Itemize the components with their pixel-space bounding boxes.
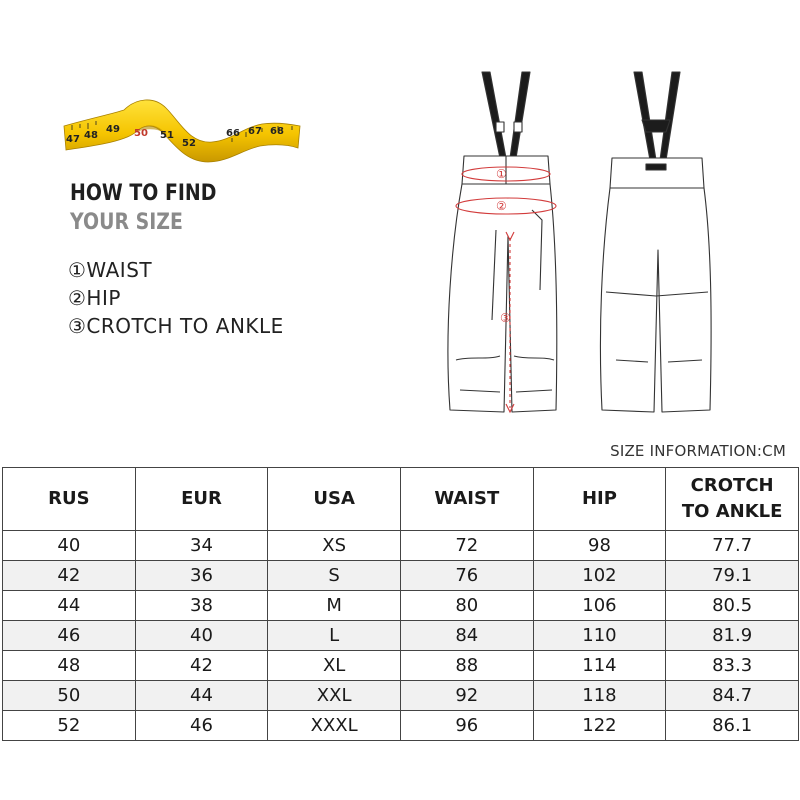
table-cell: 122 (533, 711, 666, 741)
table-cell: XL (268, 651, 401, 681)
table-cell: 102 (533, 561, 666, 591)
tape-number: 52 (182, 138, 196, 149)
table-row (3, 561, 799, 591)
table-row (3, 591, 799, 621)
tape-number: 47 (66, 134, 80, 145)
table-cell: 84 (400, 621, 533, 651)
column-header-text: USA (313, 488, 355, 509)
table-cell: XXL (268, 681, 401, 711)
table-cell: 34 (135, 531, 268, 561)
table-cell: 44 (135, 681, 268, 711)
table-cell: 84.7 (666, 681, 799, 711)
tape-number: 66 (226, 128, 240, 139)
how-to-find-heading (70, 180, 240, 238)
column-header (400, 468, 533, 531)
column-header-text: HIP (581, 488, 617, 509)
table-cell: 118 (533, 681, 666, 711)
column-header-text: TO ANKLE (681, 501, 783, 522)
table-cell: 38 (135, 591, 268, 621)
table-row (3, 681, 799, 711)
tape-number: 68 (270, 126, 284, 137)
table-cell: 48 (3, 651, 136, 681)
table-cell: 98 (533, 531, 666, 561)
table-cell: 76 (400, 561, 533, 591)
table-cell: M (268, 591, 401, 621)
table-row (3, 621, 799, 651)
table-cell: 86.1 (666, 711, 799, 741)
table-cell: 88 (400, 651, 533, 681)
heading-line-1: HOW TO FIND (70, 181, 217, 206)
table-cell: 110 (533, 621, 666, 651)
measuring-tape-image (62, 92, 302, 170)
tape-number: 51 (160, 130, 174, 141)
tape-number: 48 (84, 130, 98, 141)
table-header-row (3, 468, 799, 531)
table-cell: 42 (135, 651, 268, 681)
tape-number: 67 (248, 126, 262, 137)
pants-diagram-image (430, 60, 730, 425)
column-header (533, 468, 666, 531)
waist-marker: ① (496, 167, 507, 181)
table-cell: 52 (3, 711, 136, 741)
table-body (3, 531, 799, 741)
table-row (3, 711, 799, 741)
measurement-steps-list (68, 256, 284, 340)
table-cell: S (268, 561, 401, 591)
table-cell: 80.5 (666, 591, 799, 621)
table-cell: L (268, 621, 401, 651)
heading-line-2: YOUR SIZE (70, 210, 183, 235)
table-cell: XS (268, 531, 401, 561)
step-crotch-to-ankle: ③CROTCH TO ANKLE (68, 314, 284, 338)
step-waist: ①WAIST (68, 258, 153, 282)
size-information-label: SIZE INFORMATION:CM (610, 442, 786, 460)
tape-number: 50 (134, 128, 148, 139)
step-hip: ②HIP (68, 286, 121, 310)
column-header (268, 468, 401, 531)
column-header-text: RUS (48, 488, 90, 509)
crotch-to-ankle-marker: ③ (500, 311, 511, 325)
table-cell: 40 (3, 531, 136, 561)
column-header (3, 468, 136, 531)
table-cell: 114 (533, 651, 666, 681)
column-header-text: CROTCH (690, 475, 774, 496)
table-cell: 96 (400, 711, 533, 741)
table-cell: 44 (3, 591, 136, 621)
table-cell: 80 (400, 591, 533, 621)
table-cell: 106 (533, 591, 666, 621)
table-cell: 36 (135, 561, 268, 591)
column-header (666, 468, 799, 531)
table-cell: 40 (135, 621, 268, 651)
table-row (3, 651, 799, 681)
table-cell: 92 (400, 681, 533, 711)
table-cell: 81.9 (666, 621, 799, 651)
table-cell: 50 (3, 681, 136, 711)
column-header-text: EUR (181, 488, 222, 509)
table-cell: XXXL (268, 711, 401, 741)
table-cell: 42 (3, 561, 136, 591)
table-cell: 83.3 (666, 651, 799, 681)
table-cell: 79.1 (666, 561, 799, 591)
size-chart-table (2, 467, 799, 741)
table-row (3, 531, 799, 561)
table-cell: 72 (400, 531, 533, 561)
table-cell: 46 (135, 711, 268, 741)
hip-marker: ② (496, 199, 507, 213)
table-cell: 77.7 (666, 531, 799, 561)
column-header (135, 468, 268, 531)
tape-number: 49 (106, 124, 120, 135)
table-cell: 46 (3, 621, 136, 651)
column-header-text: WAIST (434, 488, 500, 509)
